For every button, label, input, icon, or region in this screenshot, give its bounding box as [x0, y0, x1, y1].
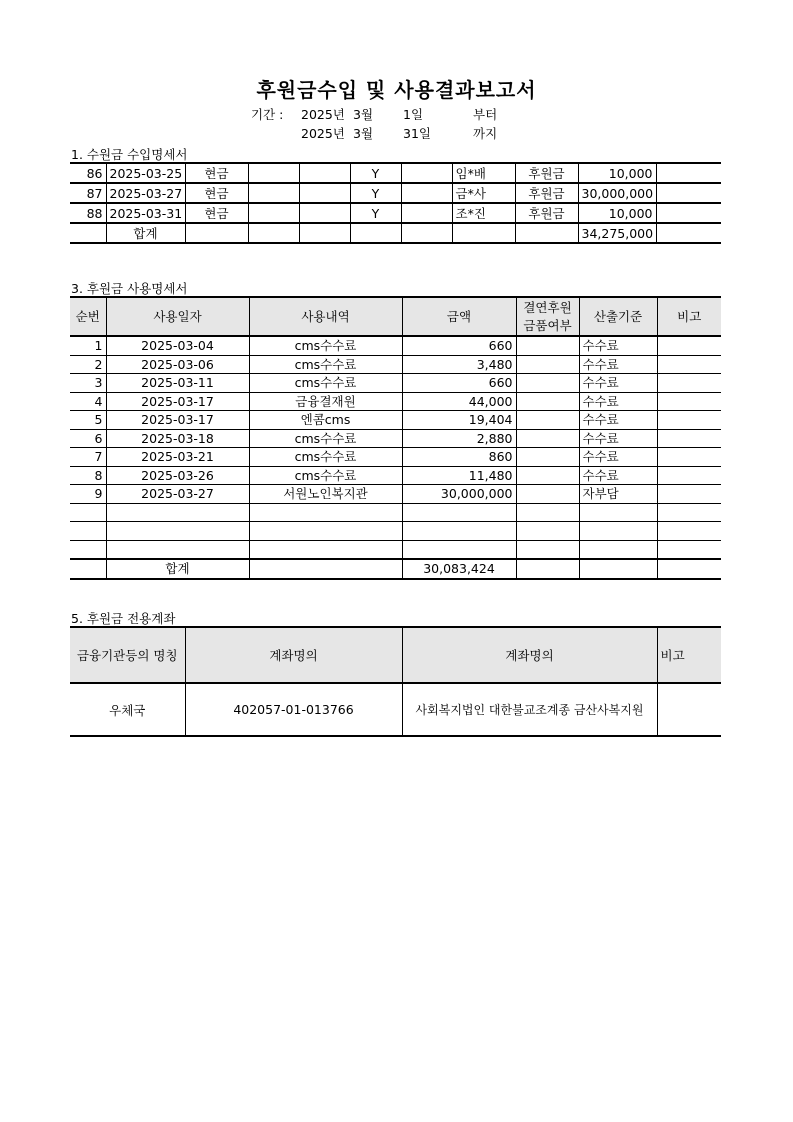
account-note [657, 683, 721, 736]
income-name: 임*배 [452, 163, 515, 183]
usage-amount: 30,000,000 [402, 485, 516, 504]
income-blank [299, 203, 350, 223]
income-blank [452, 223, 515, 243]
usage-row [70, 355, 721, 374]
income-blank [515, 223, 578, 243]
income-blank [401, 183, 452, 203]
income-blank [350, 223, 401, 243]
income-name: 조*진 [452, 203, 515, 223]
income-note [656, 203, 721, 223]
usage-basis: 수수료 [579, 448, 657, 467]
usage-date: 2025-03-18 [106, 429, 249, 448]
header-institution: 금융기관등의 명칭 [70, 627, 185, 683]
usage-linked [516, 429, 579, 448]
income-note [656, 163, 721, 183]
usage-basis: 수수료 [579, 392, 657, 411]
income-row [70, 203, 721, 223]
usage-date [106, 522, 249, 541]
usage-table [70, 296, 721, 580]
usage-no: 1 [70, 336, 106, 355]
header-detail: 사용내역 [249, 297, 402, 336]
usage-detail: cms수수료 [249, 429, 402, 448]
usage-note [657, 540, 721, 559]
usage-note [657, 392, 721, 411]
usage-no: 8 [70, 466, 106, 485]
usage-basis: 수수료 [579, 466, 657, 485]
usage-detail [249, 503, 402, 522]
usage-note [657, 485, 721, 504]
usage-note [657, 503, 721, 522]
period-from-year: 2025년 [301, 107, 345, 122]
usage-note [657, 355, 721, 374]
usage-no: 3 [70, 374, 106, 393]
usage-date: 2025-03-11 [106, 374, 249, 393]
usage-amount [402, 522, 516, 541]
usage-total-amount: 30,083,424 [402, 559, 516, 579]
usage-blank [516, 559, 579, 579]
usage-no: 6 [70, 429, 106, 448]
income-blank [248, 163, 299, 183]
usage-blank [579, 559, 657, 579]
income-section-title: 1. 수원금 수입명세서 [71, 147, 188, 162]
usage-no [70, 522, 106, 541]
usage-row [70, 522, 721, 541]
income-row [70, 183, 721, 203]
usage-detail [249, 522, 402, 541]
usage-amount: 44,000 [402, 392, 516, 411]
usage-note [657, 411, 721, 430]
income-blank [70, 223, 106, 243]
usage-amount [402, 540, 516, 559]
income-blank [299, 223, 350, 243]
usage-amount: 860 [402, 448, 516, 467]
period-from-month: 3월 [353, 107, 374, 122]
income-name: 금*사 [452, 183, 515, 203]
period-to-day: 31일 [403, 126, 431, 141]
usage-linked [516, 466, 579, 485]
usage-basis: 수수료 [579, 411, 657, 430]
usage-linked [516, 503, 579, 522]
usage-total-row [70, 559, 721, 579]
usage-total-label: 합계 [106, 559, 249, 579]
period-label: 기간 : [251, 107, 284, 122]
usage-blank [249, 559, 402, 579]
usage-date: 2025-03-17 [106, 411, 249, 430]
account-row [70, 683, 721, 736]
header-account-note: 비고 [657, 627, 721, 683]
usage-basis: 자부담 [579, 485, 657, 504]
usage-date: 2025-03-04 [106, 336, 249, 355]
usage-date [106, 540, 249, 559]
usage-amount: 2,880 [402, 429, 516, 448]
income-amount: 30,000,000 [578, 183, 656, 203]
usage-linked [516, 411, 579, 430]
usage-amount: 11,480 [402, 466, 516, 485]
usage-detail: 엔콤cms [249, 411, 402, 430]
usage-basis: 수수료 [579, 374, 657, 393]
income-category: 후원금 [515, 163, 578, 183]
usage-row [70, 411, 721, 430]
income-no: 88 [70, 203, 106, 223]
usage-no: 5 [70, 411, 106, 430]
usage-linked [516, 374, 579, 393]
usage-date [106, 503, 249, 522]
income-amount: 10,000 [578, 163, 656, 183]
income-blank [401, 223, 452, 243]
income-blank [401, 203, 452, 223]
usage-no [70, 540, 106, 559]
usage-date: 2025-03-27 [106, 485, 249, 504]
header-linked [516, 297, 579, 336]
usage-row [70, 485, 721, 504]
header-basis: 산출기준 [579, 297, 657, 336]
usage-linked [516, 336, 579, 355]
usage-detail: 금융결재원 [249, 392, 402, 411]
income-flag: Y [350, 183, 401, 203]
usage-row [70, 466, 721, 485]
income-blank [185, 223, 248, 243]
income-amount: 10,000 [578, 203, 656, 223]
usage-note [657, 448, 721, 467]
header-linked-line2: 금품여부 [523, 317, 572, 333]
income-blank [299, 183, 350, 203]
usage-basis: 수수료 [579, 355, 657, 374]
usage-row [70, 448, 721, 467]
income-type: 현금 [185, 163, 248, 183]
income-note [656, 183, 721, 203]
usage-detail: cms수수료 [249, 336, 402, 355]
income-category: 후원금 [515, 203, 578, 223]
account-institution: 우체국 [70, 683, 185, 736]
usage-note [657, 522, 721, 541]
usage-amount: 660 [402, 336, 516, 355]
usage-basis [579, 503, 657, 522]
usage-note [657, 336, 721, 355]
usage-date: 2025-03-17 [106, 392, 249, 411]
period-from-day: 1일 [403, 107, 424, 122]
usage-amount [402, 503, 516, 522]
income-blank [401, 163, 452, 183]
usage-detail: cms수수료 [249, 355, 402, 374]
account-holder: 사회복지법인 대한불교조계종 금산사복지원 [402, 683, 657, 736]
usage-basis: 수수료 [579, 429, 657, 448]
account-section-title: 5. 후원금 전용계좌 [71, 611, 176, 626]
account-number: 402057-01-013766 [185, 683, 402, 736]
header-date: 사용일자 [106, 297, 249, 336]
usage-row [70, 374, 721, 393]
income-type: 현금 [185, 183, 248, 203]
period-to-year: 2025년 [301, 126, 345, 141]
income-table [70, 162, 721, 244]
header-linked-line1: 결연후원 [523, 299, 572, 315]
usage-no [70, 503, 106, 522]
usage-detail: cms수수료 [249, 448, 402, 467]
usage-row [70, 392, 721, 411]
usage-no: 2 [70, 355, 106, 374]
usage-linked [516, 522, 579, 541]
income-flag: Y [350, 163, 401, 183]
income-blank [299, 163, 350, 183]
usage-note [657, 429, 721, 448]
usage-linked [516, 392, 579, 411]
header-account-no: 계좌명의 [185, 627, 402, 683]
usage-amount: 3,480 [402, 355, 516, 374]
income-row [70, 163, 721, 183]
usage-note [657, 466, 721, 485]
income-category: 후원금 [515, 183, 578, 203]
usage-linked [516, 355, 579, 374]
income-date: 2025-03-25 [106, 163, 185, 183]
income-type: 현금 [185, 203, 248, 223]
usage-no: 7 [70, 448, 106, 467]
usage-linked [516, 485, 579, 504]
usage-detail [249, 540, 402, 559]
usage-row [70, 540, 721, 559]
usage-no: 4 [70, 392, 106, 411]
usage-section-title: 3. 후원금 사용명세서 [71, 281, 188, 296]
usage-row [70, 336, 721, 355]
usage-amount: 19,404 [402, 411, 516, 430]
income-blank [656, 223, 721, 243]
usage-detail: cms수수료 [249, 374, 402, 393]
income-blank [248, 183, 299, 203]
report-title: 후원금수입 및 사용결과보고서 [256, 78, 537, 102]
income-no: 87 [70, 183, 106, 203]
usage-row [70, 429, 721, 448]
income-blank [248, 203, 299, 223]
period-to-month: 3월 [353, 126, 374, 141]
header-no: 순번 [70, 297, 106, 336]
income-flag: Y [350, 203, 401, 223]
usage-basis [579, 522, 657, 541]
income-total-amount: 34,275,000 [578, 223, 656, 243]
usage-note [657, 374, 721, 393]
usage-basis: 수수료 [579, 336, 657, 355]
period-to-suffix: 까지 [473, 126, 498, 141]
usage-amount: 660 [402, 374, 516, 393]
usage-linked [516, 448, 579, 467]
period-from-suffix: 부터 [473, 107, 498, 122]
income-date: 2025-03-27 [106, 183, 185, 203]
usage-basis [579, 540, 657, 559]
income-total-label: 합계 [106, 223, 185, 243]
usage-blank [657, 559, 721, 579]
header-amount: 금액 [402, 297, 516, 336]
usage-detail: 서원노인복지관 [249, 485, 402, 504]
usage-date: 2025-03-06 [106, 355, 249, 374]
income-no: 86 [70, 163, 106, 183]
usage-date: 2025-03-21 [106, 448, 249, 467]
income-date: 2025-03-31 [106, 203, 185, 223]
usage-no: 9 [70, 485, 106, 504]
income-total-row [70, 223, 721, 243]
usage-row [70, 503, 721, 522]
header-holder: 계좌명의 [402, 627, 657, 683]
income-blank [248, 223, 299, 243]
header-note: 비고 [657, 297, 721, 336]
usage-detail: cms수수료 [249, 466, 402, 485]
usage-date: 2025-03-26 [106, 466, 249, 485]
usage-blank [70, 559, 106, 579]
usage-linked [516, 540, 579, 559]
account-table [70, 626, 721, 737]
